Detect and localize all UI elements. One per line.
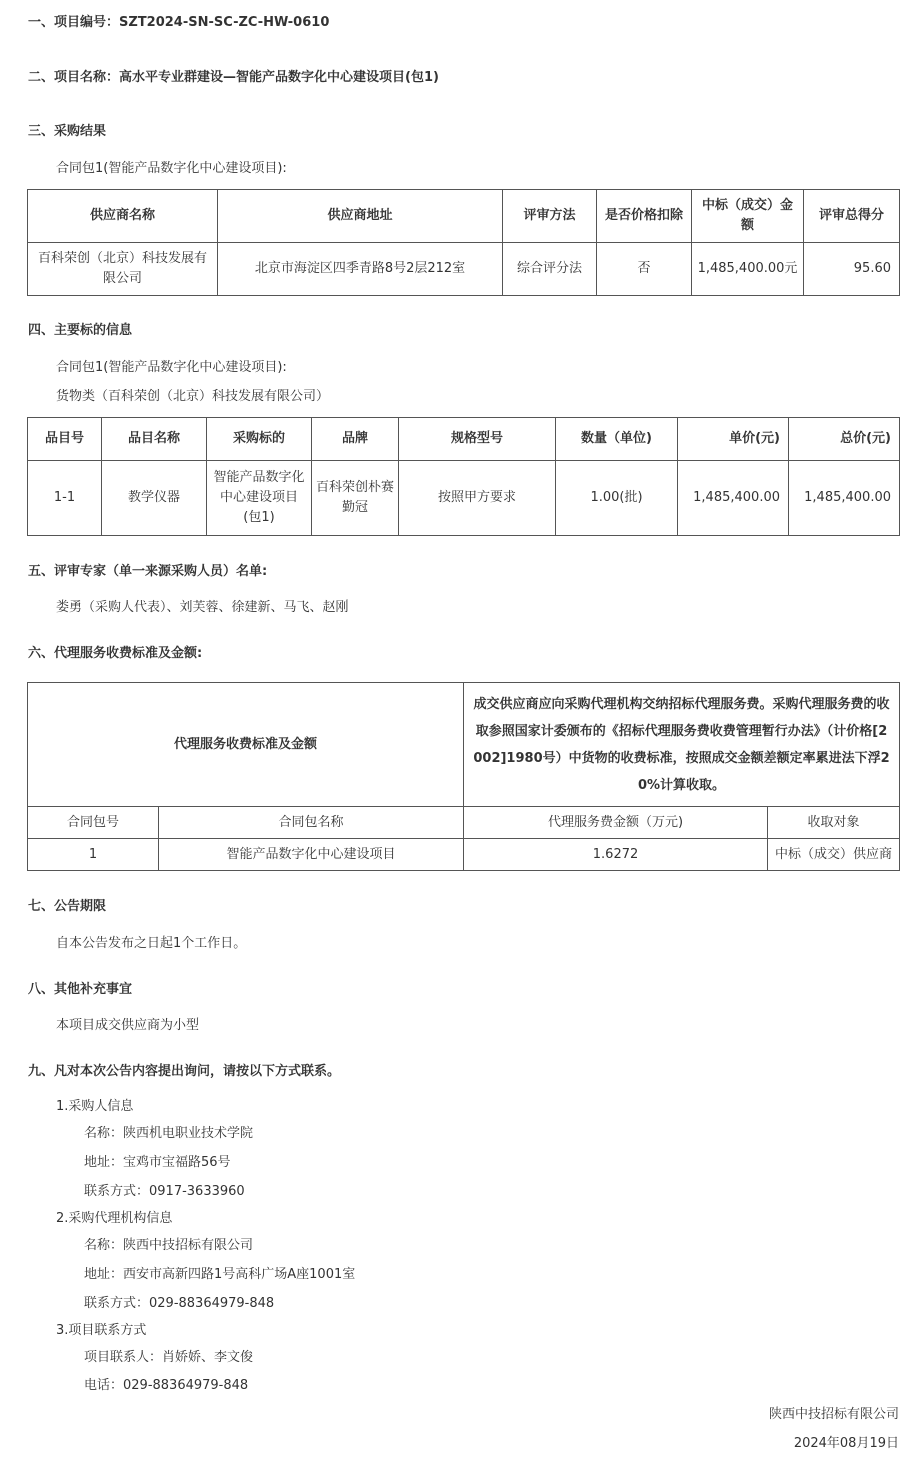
supplier-name-cell: 百科荣创（北京）科技发展有限公司 <box>28 243 218 296</box>
unit-price-cell: 1,485,400.00 <box>678 461 789 536</box>
item-number-cell: 1-1 <box>28 461 102 536</box>
project-number-label: 一、项目编号： <box>28 15 120 30</box>
experts-list: 娄勇（采购人代表）、刘芙蓉、徐建新、马飞、赵刚 <box>56 600 349 615</box>
project-number <box>28 11 329 30</box>
col-header: 规格型号 <box>399 418 556 461</box>
table-row <box>28 243 900 296</box>
purchaser-contact: 联系方式：0917-3633960 <box>84 1184 245 1199</box>
col-header: 单价(元) <box>678 418 789 461</box>
fee-payer-cell: 中标（成交）供应商 <box>768 839 900 871</box>
quantity-cell: 1.00(批) <box>556 461 678 536</box>
col-header: 品目名称 <box>102 418 207 461</box>
fee-standard-row <box>28 683 900 807</box>
review-method-cell: 综合评分法 <box>503 243 597 296</box>
purchaser-name: 名称：陕西机电职业技术学院 <box>84 1126 254 1141</box>
table-header-row <box>28 418 900 461</box>
package-number-cell: 1 <box>28 839 159 871</box>
item-name-cell: 教学仪器 <box>102 461 207 536</box>
footer-org: 陕西中技招标有限公司 <box>768 1407 899 1422</box>
project-contact-phone: 电话：029-88364979-848 <box>84 1378 249 1393</box>
purchaser-address: 地址：宝鸡市宝福路56号 <box>84 1155 231 1170</box>
score-cell: 95.60 <box>804 243 900 296</box>
procurement-target-cell: 智能产品数字化中心建设项目(包1) <box>207 461 312 536</box>
fee-standard-text: 成交供应商应向采购代理机构交纳招标代理服务费。采购代理服务费的收取参照国家计委颁布的《招标代理服务费收费管理暂行办法》（计价格[2002]1980号）中货物的收费标准，按照成交金额差额定率累进法下浮20%计算收取。 <box>464 683 900 807</box>
col-header: 品目号 <box>28 418 102 461</box>
table-header-row <box>28 807 900 839</box>
col-header: 数量（单位) <box>556 418 678 461</box>
items-table <box>27 417 900 536</box>
period-text: 自本公告发布之日起1个工作日。 <box>56 936 247 951</box>
section-heading-result: 三、采购结果 <box>28 124 107 139</box>
fee-standard-label: 代理服务收费标准及金额 <box>28 683 464 807</box>
section-heading-agency-fee: 六、代理服务收费标准及金额: <box>28 646 203 661</box>
project-name <box>28 66 439 85</box>
col-header: 中标（成交）金额 <box>692 190 804 243</box>
other-text: 本项目成交供应商为小型 <box>56 1018 200 1033</box>
col-header: 收取对象 <box>768 807 900 839</box>
section-heading-contact: 九、凡对本次公告内容提出询问，请按以下方式联系。 <box>28 1064 341 1079</box>
col-header: 合同包名称 <box>159 807 464 839</box>
col-header: 采购标的 <box>207 418 312 461</box>
table-row <box>28 461 900 536</box>
agency-title: 2.采购代理机构信息 <box>56 1211 173 1226</box>
footer-date: 2024年08月19日 <box>793 1436 899 1451</box>
col-header: 是否价格扣除 <box>597 190 692 243</box>
col-header: 供应商地址 <box>218 190 503 243</box>
agency-name: 名称：陕西中技招标有限公司 <box>84 1238 254 1253</box>
contract-package-title: 合同包1(智能产品数字化中心建设项目): <box>56 161 287 176</box>
col-header: 品牌 <box>312 418 399 461</box>
col-header: 评审方法 <box>503 190 597 243</box>
project-name-value: 高水平专业群建设—智能产品数字化中心建设项目(包1) <box>119 70 439 85</box>
package-name-cell: 智能产品数字化中心建设项目 <box>159 839 464 871</box>
col-header: 总价(元) <box>789 418 900 461</box>
agency-address: 地址：西安市高新四路1号高科广场A座1001室 <box>84 1267 356 1282</box>
price-deduction-cell: 否 <box>597 243 692 296</box>
fee-amount-cell: 1.6272 <box>464 839 768 871</box>
agency-contact: 联系方式：029-88364979-848 <box>84 1296 275 1311</box>
agency-fee-table <box>27 682 900 871</box>
spec-cell: 按照甲方要求 <box>399 461 556 536</box>
brand-cell: 百科荣创朴赛勤冠 <box>312 461 399 536</box>
section-heading-other: 八、其他补充事宜 <box>28 982 133 997</box>
total-price-cell: 1,485,400.00 <box>789 461 900 536</box>
col-header: 代理服务费金额（万元) <box>464 807 768 839</box>
section-heading-items: 四、主要标的信息 <box>28 323 133 338</box>
goods-category: 货物类（百科荣创（北京）科技发展有限公司） <box>56 389 330 404</box>
col-header: 合同包号 <box>28 807 159 839</box>
section-heading-experts: 五、评审专家（单一来源采购人员）名单: <box>28 564 268 579</box>
project-contact-title: 3.项目联系方式 <box>56 1323 147 1338</box>
project-contact-person: 项目联系人：肖娇娇、李文俊 <box>84 1350 254 1365</box>
project-number-value: SZT2024-SN-SC-ZC-HW-0610 <box>119 15 330 30</box>
table-row <box>28 839 900 871</box>
result-table <box>27 189 900 296</box>
col-header: 供应商名称 <box>28 190 218 243</box>
award-amount-cell: 1,485,400.00元 <box>692 243 804 296</box>
section-heading-period: 七、公告期限 <box>28 899 107 914</box>
col-header: 评审总得分 <box>804 190 900 243</box>
project-name-label: 二、项目名称： <box>28 70 120 85</box>
purchaser-title: 1.采购人信息 <box>56 1099 134 1114</box>
supplier-address-cell: 北京市海淀区四季青路8号2层212室 <box>218 243 503 296</box>
table-header-row <box>28 190 900 243</box>
contract-package-title: 合同包1(智能产品数字化中心建设项目): <box>56 360 287 375</box>
